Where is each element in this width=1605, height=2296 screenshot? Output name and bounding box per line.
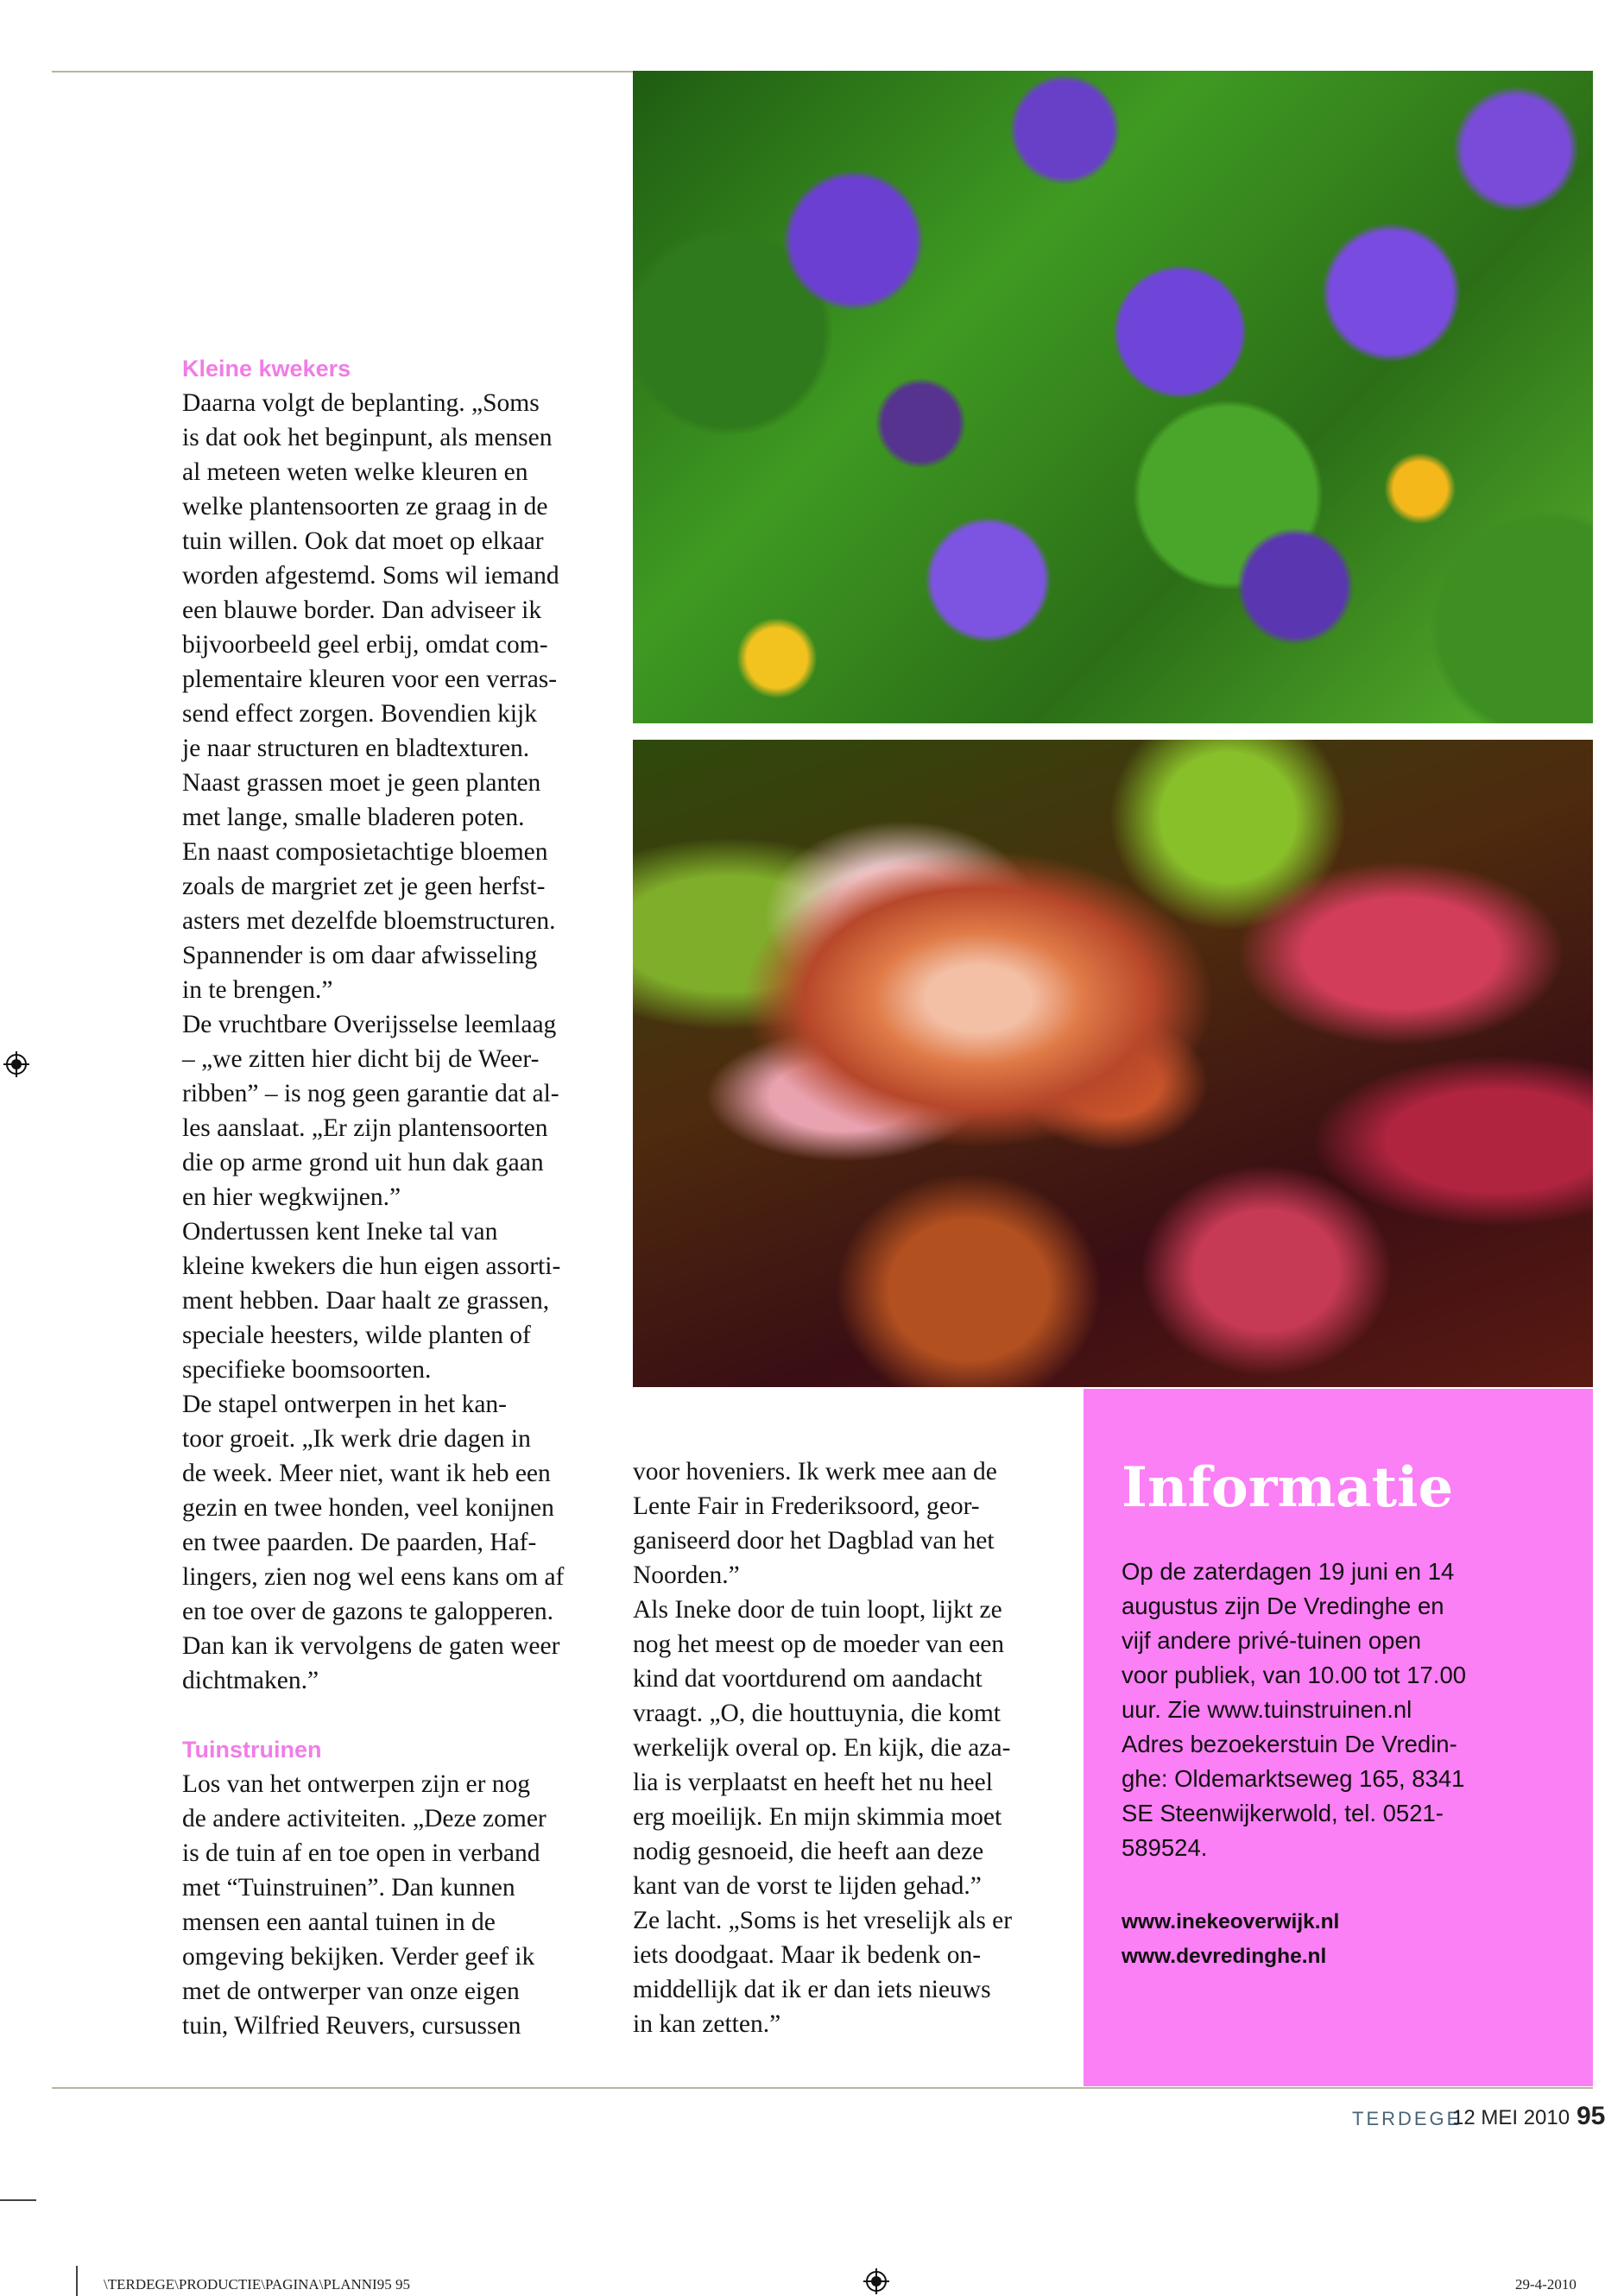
article-column-2 <box>633 1454 1065 2041</box>
photo-periwinkle-flowers <box>633 71 1593 723</box>
link-inekeoverwijk[interactable]: www.inekeoverwijk.nl <box>1122 1910 1340 1933</box>
info-box <box>1084 1389 1593 2086</box>
crop-mark <box>76 2266 78 2296</box>
registration-mark-icon <box>863 2268 889 2294</box>
section-heading-kleine-kwekers: Kleine kwekers <box>182 356 351 382</box>
paragraph: De vruchtbare Overijsselse leemlaag – „we zitten hier dicht bij de Weer- ribben” – is nog geen garantie dat al- les aanslaat. „Er zijn plantensoorten die op arme grond uit hun dak gaan en hier wegkwijnen.” <box>182 1011 559 1211</box>
paragraph: Los van het ontwerpen zijn er nog de andere activiteiten. „Deze zomer is de tuin af en toe open in verband met “Tuinstruinen”. Dan kunnen mensen een aantal tuinen in de omgeving bekijken. Verder geef ik met de ontwerper van onze eigen tuin, Wilfried Reuvers, cursussen <box>182 1770 547 2040</box>
info-box-links <box>1122 1905 1339 1974</box>
section-heading-tuinstruinen: Tuinstruinen <box>182 1737 322 1763</box>
paragraph: voor hoveniers. Ik werk mee aan de Lente Fair in Frederiksoord, geor- ganiseerd door het Dagblad van het Noorden.” <box>633 1458 997 1589</box>
info-box-body: Op de zaterdagen 19 juni en 14 augustus zijn De Vredinghe en vijf andere privé-tuinen open voor publiek, van 10.00 tot 17.00 uur. Zie www.tuinstruinen.nl Adres bezoekerstuin De Vredin- ghe: Oldemarktseweg 165, 8341 SE Steenwijkerwold, tel. 0521- 589524. <box>1122 1558 1467 1861</box>
bottom-rule <box>52 2087 1593 2089</box>
paragraph: Ze lacht. „Soms is het vreselijk als er iets doodgaat. Maar ik bedenk on- middellijk dat ik er dan iets nieuws in kan zetten.” <box>633 1907 1013 2038</box>
paragraph: Ondertussen kent Ineke tal van kleine kwekers die hun eigen assorti- ment hebben. Daar haalt ze grassen, speciale heesters, wilde planten of specifieke boomsoorten. <box>182 1218 561 1384</box>
page-number: 95 <box>1577 2102 1605 2130</box>
slug-file-path: \TERDEGE\PRODUCTIE\PAGINA\PLANNI95 95 <box>104 2276 410 2293</box>
footer-publication-name: TERDEGE <box>1352 2108 1463 2129</box>
article-column-1 <box>182 351 614 2043</box>
registration-mark-icon <box>3 1051 29 1077</box>
info-box-title: Informatie <box>1122 1455 1454 1520</box>
link-devredinghe[interactable]: www.devredinghe.nl <box>1122 1945 1327 1968</box>
paragraph: De stapel ontwerpen in het kan- toor groeit. „Ik werk drie dagen in de week. Meer niet, want ik heb een gezin en twee honden, veel konijnen en twee paarden. De paarden, Haf- lingers, zien nog wel eens kans om af en toe over de gazons te galopperen. Dan kan ik vervolgens de gaten weer dichtmaken.” <box>182 1391 565 1694</box>
photo-hellebore-flower <box>633 740 1593 1387</box>
slug-date: 29-4-2010 <box>1515 2276 1577 2293</box>
crop-mark <box>0 2199 36 2201</box>
paragraph: Daarna volgt de beplanting. „Soms is dat ook het beginpunt, als mensen al meteen weten welke kleuren en welke plantensoorten ze graag in de tuin willen. Ook dat moet op elkaar worden afgestemd. Soms wil iemand een blauwe border. Dan adviseer ik bijvoorbeeld geel erbij, omdat com- plementaire kleuren voor een verras- send effect zorgen. Bovendien kijk je naar structuren en bladtexturen. Naast grassen moet je geen planten met lange, smalle bladeren poten. En naast composietachtige bloemen zoals de margriet zet je geen herfst- asters met dezelfde bloemstructuren. Spannender is om daar afwisseling in te brengen.” <box>182 389 559 1004</box>
footer-date: 12 MEI 2010 <box>1452 2106 1570 2129</box>
paragraph: Als Ineke door de tuin loopt, lijkt ze nog het meest op de moeder van een kind dat voortdurend om aandacht vraagt. „O, die houttuynia, die komt werkelijk overal op. En kijk, die aza- lia is verplaatst en heeft het nu heel erg moeilijk. En mijn skimmia moet nodig gesnoeid, die heeft aan deze kant van de vorst te lijden gehad.” <box>633 1596 1011 1900</box>
